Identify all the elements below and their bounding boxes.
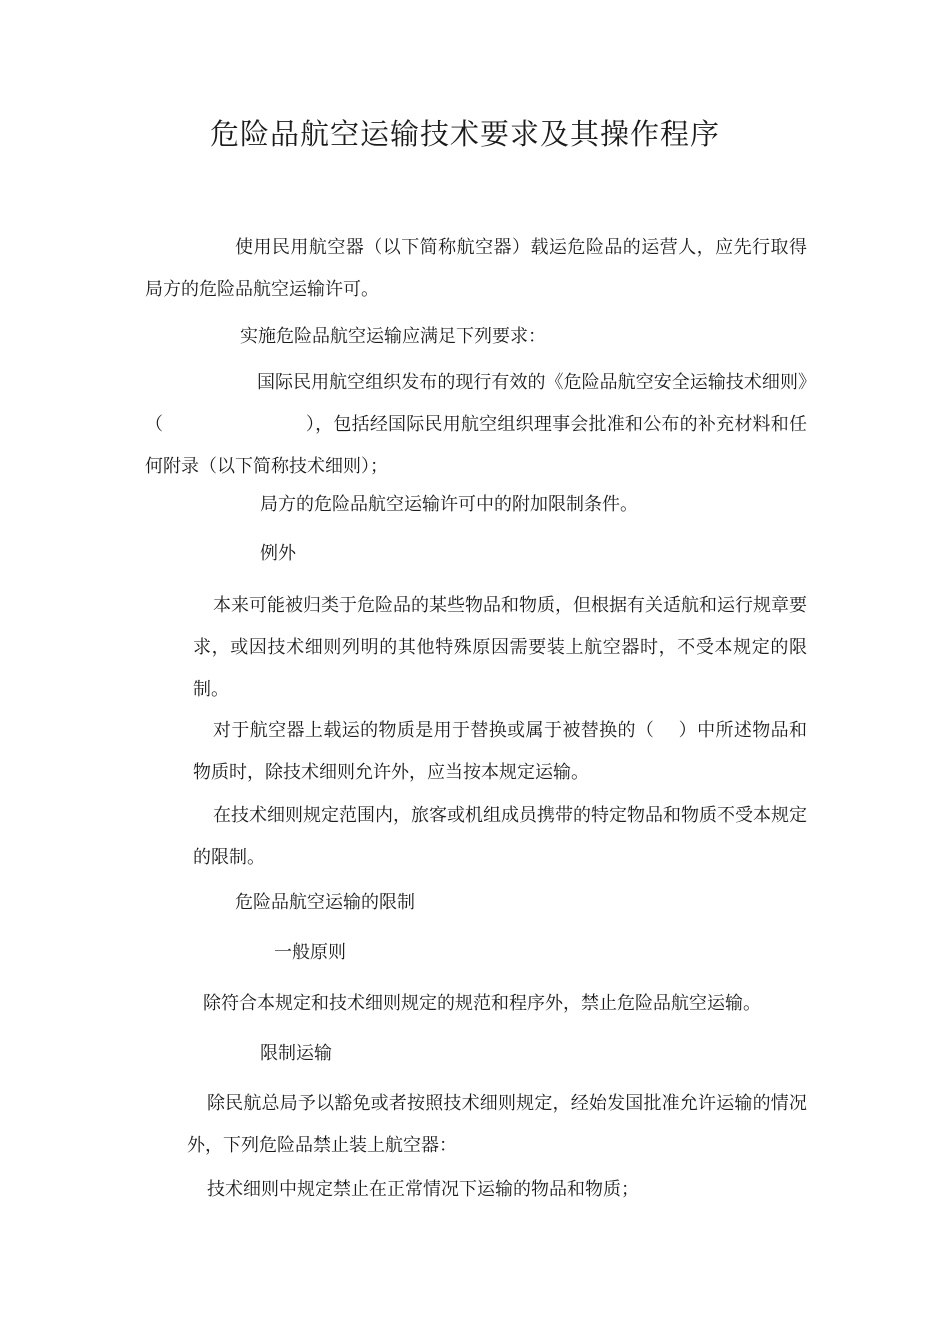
heading-general-principles: 一般原则 (274, 942, 346, 963)
paragraph-passenger-items: 在技术细则规定范围内，旅客或机组成员携带的特定物品和物质不受本规定的限制。 (193, 805, 807, 868)
paragraph-exception-items: 本来可能被归类于危险品的某些物品和物质，但根据有关适航和运行规章要求，或因技术细则列明的其他特殊原因需要装上航空器时，不受本规定的限制。 (193, 595, 807, 700)
paragraph-general-prohibition: 除符合本规定和技术细则规定的规范和程序外，禁止危险品航空运输。 (203, 993, 761, 1014)
paragraph-icao-tech-instructions: 国际民用航空组织发布的现行有效的《危险品航空安全运输技术细则》（ ），包括经国际民用航空组织理事会批准和公布的补充材料和任何附录（以下简称技术细则）； (145, 372, 807, 477)
paragraph-license: 使用民用航空器（以下简称航空器）载运危险品的运营人，应先行取得局方的危险品航空运输许可。 (145, 237, 807, 300)
paragraph-replacement-items: 对于航空器上载运的物质是用于替换或属于被替换的（ ）中所述物品和物质时，除技术细则允许外，应当按本规定运输。 (193, 720, 807, 783)
heading-exceptions: 例外 (260, 543, 296, 564)
heading-transport-restrictions: 危险品航空运输的限制 (235, 892, 415, 913)
document-title: 危险品航空运输技术要求及其操作程序 (209, 117, 720, 151)
paragraph-additional-restrictions: 局方的危险品航空运输许可中的附加限制条件。 (260, 494, 638, 515)
paragraph-requirements: 实施危险品航空运输应满足下列要求： (240, 326, 546, 347)
paragraph-forbidden-dg: 除民航总局予以豁免或者按照技术细则规定，经始发国批准允许运输的情况外，下列危险品禁止装上航空器： (187, 1093, 807, 1156)
heading-restricted-transport: 限制运输 (260, 1043, 332, 1064)
paragraph-forbidden-items: 技术细则中规定禁止在正常情况下运输的物品和物质； (207, 1179, 639, 1200)
